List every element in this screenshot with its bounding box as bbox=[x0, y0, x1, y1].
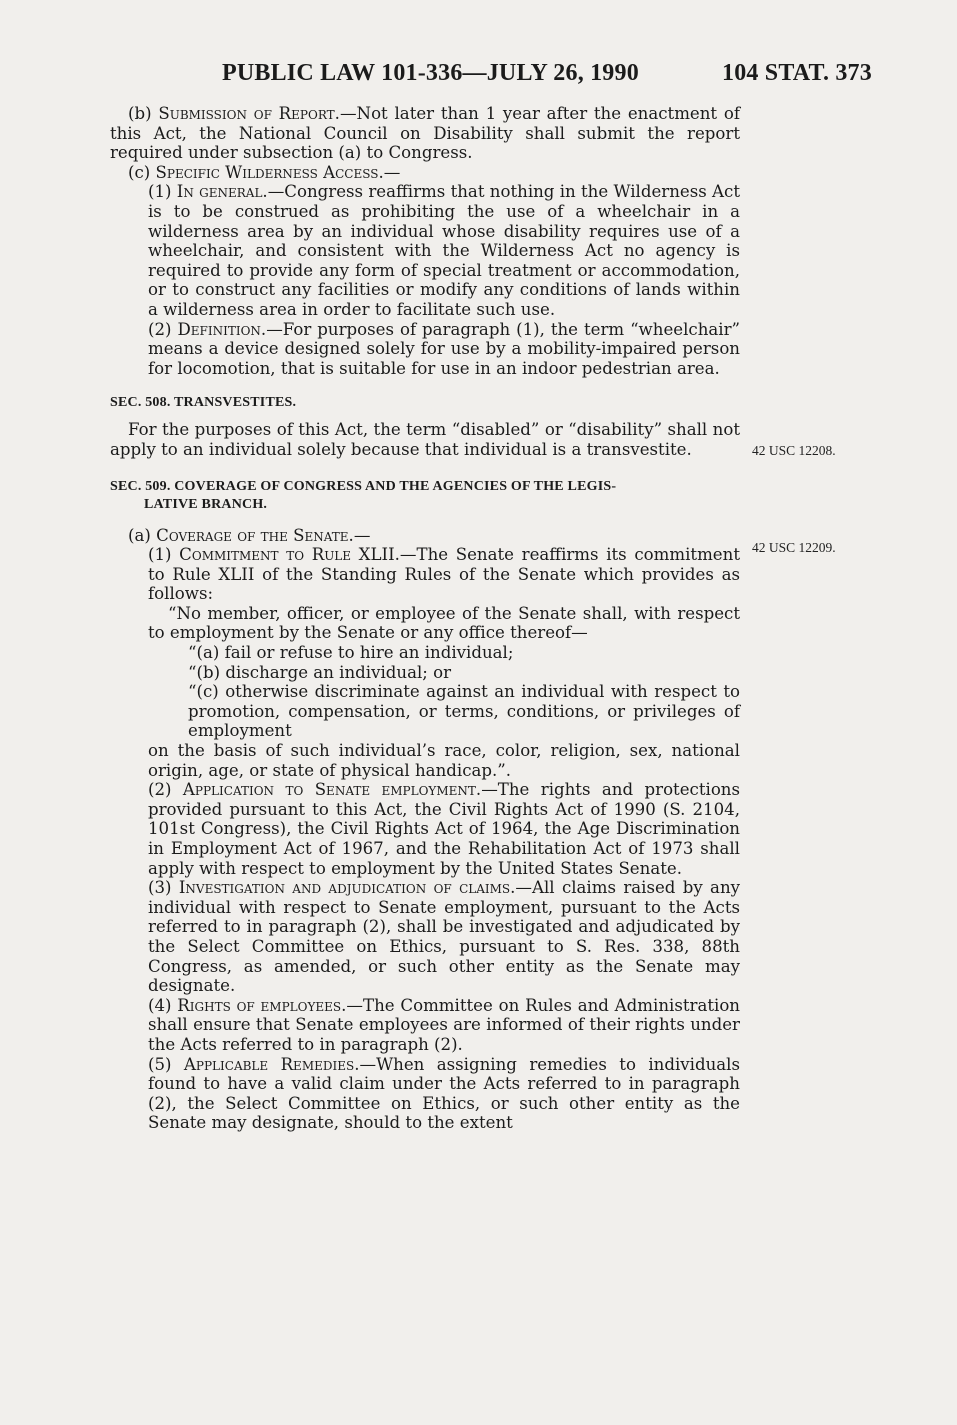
paragraph-a4-caption: Rights of employees. bbox=[177, 995, 347, 1015]
paragraph-c2 bbox=[110, 320, 740, 379]
paragraph-a5-number: (5) bbox=[148, 1054, 184, 1074]
paragraph-a3-caption: Investigation and adjudication of claims. bbox=[178, 878, 516, 898]
quote-item-c: “(c) otherwise discriminate against an individual with respect to promotion, compensation, or terms, conditions, or privileges of employment bbox=[188, 682, 740, 741]
paragraph-b-body: —Not later than 1 year after the enactment of this Act, the National Council on Disability shall submit the report required under subsection (a) to Congress. bbox=[110, 104, 741, 163]
paragraph-a2 bbox=[110, 780, 740, 878]
paragraph-a2-number: (2) bbox=[148, 780, 183, 800]
document-body bbox=[110, 104, 740, 1133]
paragraph-a2-body: —The rights and protections provided pursuant to this Act, the Civil Rights Act of 1990 (S. 2104, 101st Congress), the Civil Rights Act of 1964, the Age Discrimination in Employment Act of 1967, and the Rehabilitation Act of 1973 shall apply with respect to employment by the United States Senate. bbox=[148, 780, 741, 878]
section-509-heading-line2: LATIVE BRANCH. bbox=[144, 496, 268, 512]
paragraph-a3-number: (3) bbox=[148, 878, 179, 898]
paragraph-a4-body: —The Committee on Rules and Administration shall ensure that Senate employees are informed of their rights under the Acts referred to in paragraph (2). bbox=[148, 995, 740, 1054]
paragraph-c-number: (c) bbox=[128, 162, 156, 182]
paragraph-a2-caption: Application to Senate employment. bbox=[182, 780, 482, 800]
quote-end: on the basis of such individual’s race, color, religion, sex, national origin, age, or state of physical handicap.”. bbox=[148, 741, 740, 780]
paragraph-a5-caption: Applicable Remedies. bbox=[183, 1054, 360, 1074]
paragraph-b bbox=[110, 104, 740, 163]
paragraph-c-caption: Specific Wilderness Access. bbox=[155, 162, 384, 182]
section-508-heading: SEC. 508. TRANSVESTITES. bbox=[110, 395, 297, 411]
running-header-title: PUBLIC LAW 101-336—JULY 26, 1990 bbox=[222, 60, 639, 86]
paragraph-c2-body: —For purposes of paragraph (1), the term “wheelchair” means a device designed solely for use by a mobility-impaired person for locomotion, that is suitable for use in an indoor pedestrian area. bbox=[148, 319, 740, 378]
paragraph-a3 bbox=[110, 878, 740, 996]
paragraph-a4-number: (4) bbox=[148, 995, 178, 1015]
paragraph-a-number: (a) bbox=[128, 525, 157, 545]
paragraph-a1-caption: Commitment to Rule XLII. bbox=[179, 545, 400, 565]
paragraph-c1-number: (1) bbox=[148, 182, 177, 202]
paragraph-a1-number: (1) bbox=[148, 545, 180, 565]
margin-note-sec508: 42 USC 12208. bbox=[752, 443, 836, 458]
paragraph-a bbox=[110, 526, 740, 546]
section-509-heading-line1: SEC. 509. COVERAGE OF CONGRESS AND THE AGENCIES OF THE LEGIS- bbox=[110, 478, 617, 494]
paragraph-a4 bbox=[110, 996, 740, 1055]
paragraph-a5 bbox=[110, 1055, 740, 1133]
paragraph-c bbox=[110, 163, 740, 183]
section-508-body: For the purposes of this Act, the term “disabled” or “disability” shall not apply to an individual solely because that individual is a transvestite. bbox=[110, 420, 740, 459]
paragraph-a-dash: — bbox=[353, 525, 371, 545]
paragraph-b-caption: Submission of Report. bbox=[158, 104, 340, 123]
quote-item-b: “(b) discharge an individual; or bbox=[188, 662, 452, 682]
paragraph-c1-caption: In general. bbox=[176, 182, 268, 202]
paragraph-b-number: (b) bbox=[128, 104, 159, 123]
paragraph-a1 bbox=[110, 545, 740, 604]
paragraph-c2-caption: Definition. bbox=[177, 319, 267, 339]
margin-note-sec509: 42 USC 12209. bbox=[752, 540, 836, 555]
quote-intro: “No member, officer, or employee of the Senate shall, with respect to employment by the Senate or any office thereof— bbox=[148, 603, 740, 643]
paragraph-c2-number: (2) bbox=[148, 319, 178, 339]
paragraph-c1 bbox=[110, 182, 740, 319]
paragraph-a-caption: Coverage of the Senate. bbox=[156, 525, 354, 545]
paragraph-a5-body: —When assigning remedies to individuals found to have a valid claim under the Acts referred to in paragraph (2), the Select Committee on Ethics, or such other entity as the Senate may designate, should to the extent bbox=[148, 1054, 741, 1133]
paragraph-a1-body: —The Senate reaffirms its commitment to Rule XLII of the Standing Rules of the Senate which provides as follows: bbox=[148, 545, 740, 604]
section-509-heading bbox=[110, 478, 740, 514]
quote-item-a: “(a) fail or refuse to hire an individual; bbox=[188, 643, 514, 663]
paragraph-a3-body: —All claims raised by any individual with respect to Senate employment, pursuant to the Acts referred to in paragraph (2), shall be investigated and adjudicated by the Select Committee on Ethics, pursuant to S. Res. 338, 88th Congress, as amended, or such other entity as the Senate may designate. bbox=[148, 878, 741, 996]
paragraph-c-dash: — bbox=[383, 162, 401, 182]
paragraph-c1-body: —Congress reaffirms that nothing in the Wilderness Act is to be construed as prohibiting the use of a wheelchair in a wilderness area by an individual whose disability requires use of a wheelchair, and consistent with the Wilderness Act no agency is required to provide any form of special treatment or accommodation, or to construct any facilities or modify any conditions of lands within a wilderness area in order to facilitate such use. bbox=[148, 182, 740, 319]
running-header-stat: 104 STAT. 373 bbox=[722, 60, 872, 86]
